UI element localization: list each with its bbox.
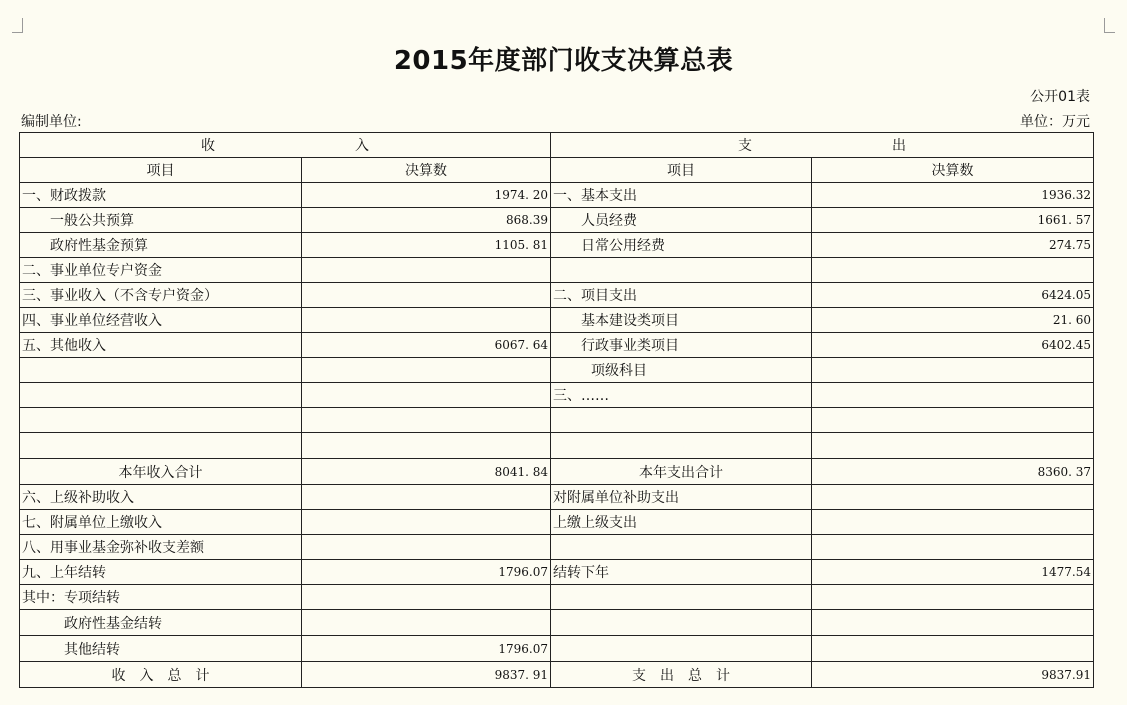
income-item: 一、财政拨款 <box>20 183 302 208</box>
table-row-year-total <box>20 459 1094 485</box>
expense-item-header: 项目 <box>551 158 812 183</box>
income-grand-total-label: 收 入 总 计 <box>20 662 302 688</box>
income-amount: 1796.07 <box>302 560 551 585</box>
expense-item <box>551 610 812 636</box>
income-item-header: 项目 <box>20 158 302 183</box>
expense-amount <box>812 510 1094 535</box>
income-amount <box>302 585 551 610</box>
expense-item: 对附属单位补助支出 <box>551 485 812 510</box>
expense-amount: 1661. 57 <box>812 208 1094 233</box>
expense-amount <box>812 585 1094 610</box>
income-item: 五、其他收入 <box>20 333 302 358</box>
expense-amount: 21. 60 <box>812 308 1094 333</box>
expense-item: 人员经费 <box>551 208 812 233</box>
income-amount <box>302 358 551 383</box>
expense-amount <box>812 433 1094 459</box>
income-grand-total-amount: 9837. 91 <box>302 662 551 688</box>
income-item: 九、上年结转 <box>20 560 302 585</box>
table-row <box>20 208 1094 233</box>
table-code: 公开01表 <box>1030 89 1090 105</box>
document-title: 2015年度部门收支决算总表 <box>393 46 734 76</box>
income-section-header: 收 入 <box>20 133 551 158</box>
income-item: 政府性基金结转 <box>20 610 302 636</box>
expense-amount <box>812 258 1094 283</box>
expense-amount <box>812 358 1094 383</box>
income-amount <box>302 535 551 560</box>
table-row <box>20 510 1094 535</box>
expense-item: 结转下年 <box>551 560 812 585</box>
table-row <box>20 283 1094 308</box>
table-row-grand-total <box>20 662 1094 688</box>
expense-amount-header: 决算数 <box>812 158 1094 183</box>
income-amount <box>302 258 551 283</box>
income-item: 七、附属单位上缴收入 <box>20 510 302 535</box>
table-row <box>20 383 1094 408</box>
expense-amount: 1477.54 <box>812 560 1094 585</box>
expense-year-total-amount: 8360. 37 <box>812 459 1094 485</box>
expense-item: 项级科目 <box>551 358 812 383</box>
table-row <box>20 308 1094 333</box>
income-item: 其中：专项结转 <box>20 585 302 610</box>
table-row <box>20 358 1094 383</box>
income-item <box>20 358 302 383</box>
table-row <box>20 183 1094 208</box>
income-item <box>20 383 302 408</box>
income-item: 政府性基金预算 <box>20 233 302 258</box>
expense-amount <box>812 408 1094 433</box>
income-amount: 1796.07 <box>302 636 551 662</box>
income-item: 二、事业单位专户资金 <box>20 258 302 283</box>
table-row <box>20 485 1094 510</box>
expense-amount: 6424.05 <box>812 283 1094 308</box>
expense-amount <box>812 535 1094 560</box>
expense-amount: 274.75 <box>812 233 1094 258</box>
income-amount <box>302 408 551 433</box>
expense-amount <box>812 636 1094 662</box>
expense-amount <box>812 610 1094 636</box>
income-item: 八、用事业基金弥补收支差额 <box>20 535 302 560</box>
page-corner-mark-right <box>1104 18 1115 33</box>
income-amount <box>302 510 551 535</box>
expense-item: 一、基本支出 <box>551 183 812 208</box>
income-amount: 1105. 81 <box>302 233 551 258</box>
table-row <box>20 636 1094 662</box>
income-amount-header: 决算数 <box>302 158 551 183</box>
table-row <box>20 408 1094 433</box>
expense-amount: 6402.45 <box>812 333 1094 358</box>
expense-grand-total-amount: 9837.91 <box>812 662 1094 688</box>
income-year-total-amount: 8041. 84 <box>302 459 551 485</box>
expense-item <box>551 433 812 459</box>
expense-item: 日常公用经费 <box>551 233 812 258</box>
income-amount <box>302 383 551 408</box>
expense-amount <box>812 485 1094 510</box>
table-row <box>20 535 1094 560</box>
compiling-unit-label: 编制单位: <box>21 114 82 130</box>
expense-grand-total-label: 支 出 总 计 <box>551 662 812 688</box>
table-row <box>20 258 1094 283</box>
table-row <box>20 233 1094 258</box>
income-amount: 868.39 <box>302 208 551 233</box>
expense-section-header: 支 出 <box>551 133 1094 158</box>
table-row <box>20 585 1094 610</box>
table-row <box>20 610 1094 636</box>
income-amount <box>302 610 551 636</box>
income-year-total-label: 本年收入合计 <box>20 459 302 485</box>
income-item: 四、事业单位经营收入 <box>20 308 302 333</box>
income-amount <box>302 308 551 333</box>
expense-item <box>551 535 812 560</box>
expense-amount: 1936.32 <box>812 183 1094 208</box>
income-amount <box>302 433 551 459</box>
expense-item: 二、项目支出 <box>551 283 812 308</box>
table-row <box>20 333 1094 358</box>
income-item: 一般公共预算 <box>20 208 302 233</box>
page-corner-mark-left <box>12 18 23 33</box>
table-row <box>20 433 1094 459</box>
income-item <box>20 408 302 433</box>
income-amount: 1974. 20 <box>302 183 551 208</box>
income-amount <box>302 485 551 510</box>
table-row <box>20 560 1094 585</box>
income-amount: 6067. 64 <box>302 333 551 358</box>
expense-item <box>551 258 812 283</box>
expense-item: 三、…… <box>551 383 812 408</box>
expense-item <box>551 636 812 662</box>
expense-item <box>551 408 812 433</box>
expense-item <box>551 585 812 610</box>
expense-item: 上缴上级支出 <box>551 510 812 535</box>
budget-summary-table <box>19 132 1094 688</box>
expense-item: 行政事业类项目 <box>551 333 812 358</box>
income-item: 三、事业收入（不含专户资金） <box>20 283 302 308</box>
expense-year-total-label: 本年支出合计 <box>551 459 812 485</box>
expense-amount <box>812 383 1094 408</box>
income-item: 六、上级补助收入 <box>20 485 302 510</box>
currency-unit-label: 单位：万元 <box>1020 114 1090 130</box>
income-item: 其他结转 <box>20 636 302 662</box>
income-amount <box>302 283 551 308</box>
income-item <box>20 433 302 459</box>
expense-item: 基本建设类项目 <box>551 308 812 333</box>
